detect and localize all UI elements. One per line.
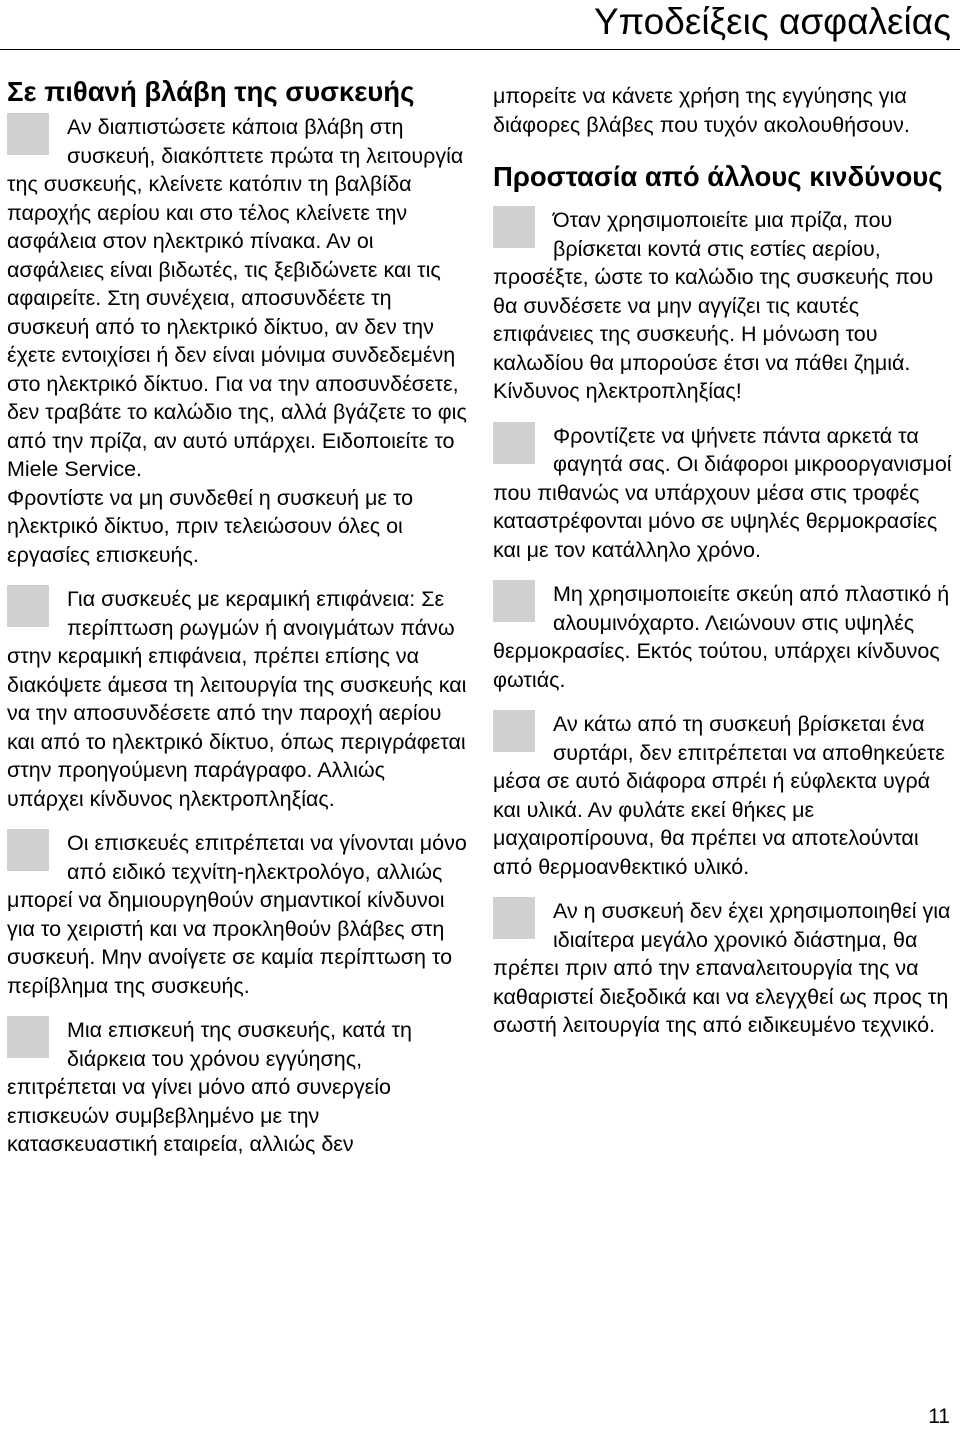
warning-square-icon [7, 1016, 49, 1058]
warning-square-icon [493, 206, 535, 248]
warning-block [7, 829, 467, 1000]
continued-text: μπορείτε να κάνετε χρήση της εγγύησης για διάφορες βλάβες που τυχόν ακολουθήσουν. [493, 84, 910, 137]
left-column [7, 70, 467, 1159]
warning-square-icon [7, 113, 49, 155]
warning-text: Όταν χρησιμοποιείτε μια πρίζα, που βρίσκεται κοντά στις εστίες αερίου, προσέξτε, ώστε το καλώδιο της συσκευής που θα συνδέσετε να μην αγγίζει τις καυτές επιφάνειες της συσκευής. Η μόνωση του καλωδίου θα μπορούσε έτσι να πάθει ζημιά. Κίνδυνος ηλεκτροπληξίας! [493, 208, 934, 403]
warning-square-icon [493, 580, 535, 622]
warning-square-icon [7, 585, 49, 627]
warning-square-icon [493, 897, 535, 939]
warning-block [493, 580, 953, 694]
warning-text: Οι επισκευές επιτρέπεται να γίνονται μόνο από ειδικό τεχνίτη-ηλεκτρολόγο, αλλιώς μπορεί να δημιουργηθούν σημαντικοί κίνδυνοι για το χειριστή και να προκληθούν βλάβες στη συσκευή. Μην ανοίγετε σε καμία περίπτωση το περίβλημα της συσκευής. [7, 831, 467, 998]
warning-text: Για συσκευές με κεραμική επιφάνεια: Σε περίπτωση ρωγμών ή ανοιγμάτων πάνω στην κεραμική επιφάνεια, πρέπει επίσης να διακόψετε άμεσα τη λειτουργία της συσκευής και να την αποσυνδέσετε από την παροχή αερίου και από το ηλεκτρικό δίκτυο, όπως περιγράφεται στην προηγούμενη παράγραφο. Αλλιώς υπάρχει κίνδυνος ηλεκτροπληξίας. [7, 587, 467, 811]
warning-text: Αν η συσκευή δεν έχει χρησιμοποιηθεί για ιδιαίτερα μεγάλο χρονικό διάστημα, θα πρέπει πριν από την επαναλειτουργία της να καθαριστεί διεξοδικά και να ελεγχθεί ως προς τη σωστή λειτουργία της από ειδικευμένο τεχνικό. [493, 899, 951, 1037]
warning-block [493, 897, 953, 1040]
page-number: 11 [928, 1405, 950, 1428]
section-heading-other-hazards: Προστασία από άλλους κινδύνους [493, 161, 943, 192]
warning-square-icon [7, 829, 49, 871]
warning-text: Μη χρησιμοποιείτε σκεύη από πλαστικό ή αλουμινόχαρτο. Λειώνουν στις υψηλές θερμοκρασίες. Εκτός τούτου, υπάρχει κίνδυνος φωτιάς. [493, 582, 950, 692]
warning-text: Αν διαπιστώσετε κάποια βλάβη στη συσκευή, διακόπτετε πρώτα τη λειτουργία της συσκευής, κλείνετε κατόπιν τη βαλβίδα παροχής αερίου και στο τέλος κλείνετε την ασφάλεια στον ηλεκτρικό πίνακα. Αν οι ασφάλειες είναι βιδωτές, τις ξεβιδώνετε και τις αφαιρείτε. Στη συνέχεια, αποσυνδέετε τη συσκευή από το ηλεκτρικό δίκτυο, αν δεν την έχετε εντοιχίσει ή δεν είναι μόνιμα συνδεδεμένη στο ηλεκτρικό δίκτυο. Για να την αποσυνδέσετε, δεν τραβάτε το καλώδιο της, αλλά βγάζετε το φις από την πρίζα, αν αυτό υπάρχει. Ειδοποιείτε το Miele Service. [7, 115, 467, 481]
warning-block [493, 422, 953, 565]
right-column [493, 70, 953, 1040]
header-divider [0, 49, 960, 50]
warning-text: Αν κάτω από τη συσκευή βρίσκεται ένα συρτάρι, δεν επιτρέπεται να αποθηκεύετε μέσα σε αυτό διάφορα σπρέι ή εύφλεκτα υγρά και υλικά. Αν φυλάτε εκεί θήκες με μαχαιροπίρουνα, θα πρέπει να αποτελούνται από θερμοανθεκτικό υλικό. [493, 712, 945, 879]
warning-block [7, 113, 467, 569]
warning-block [493, 710, 953, 881]
warning-block [7, 585, 467, 813]
warning-block [7, 1016, 467, 1159]
page-section-title: Υποδείξεις ασφαλείας [593, 1, 951, 42]
warning-square-icon [493, 710, 535, 752]
warning-square-icon [493, 422, 535, 464]
section-heading-device-fault: Σε πιθανή βλάβη της συσκευής [7, 76, 415, 107]
warning-block [493, 206, 953, 406]
warning-text: Μια επισκευή της συσκευής, κατά τη διάρκεια του χρόνου εγγύησης, επιτρέπεται να γίνει μόνο από συνεργείο επισκευών συμβεβλημένο με την κατασκευαστική εταιρεία, αλλιώς δεν [7, 1018, 412, 1156]
warning-text: Φροντίστε να μη συνδεθεί η συσκευή με το ηλεκτρικό δίκτυο, πριν τελειώσουν όλες οι εργασίες επισκευής. [7, 485, 414, 567]
warning-text: Φροντίζετε να ψήνετε πάντα αρκετά τα φαγητά σας. Οι διάφοροι μικροοργανισμοί που πιθανώς να υπάρχουν μέσα στις τροφές καταστρέφονται μόνο σε υψηλές θερμοκρασίες και με τον κατάλληλο χρόνο. [493, 423, 952, 562]
